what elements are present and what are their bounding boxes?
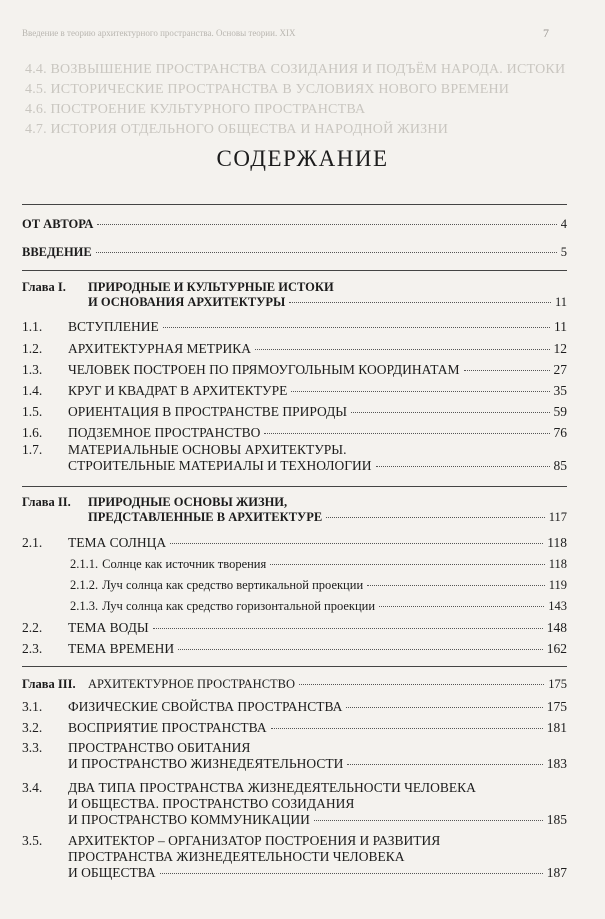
subsection-title: Луч солнца как средство вертикальной проекции xyxy=(102,578,364,592)
subsection-title: Луч солнца как средство горизонтальной проекции xyxy=(102,599,376,613)
dot-leader xyxy=(347,764,542,765)
toc-chapter-1[interactable] xyxy=(22,280,567,310)
section-title: ФИЗИЧЕСКИЕ СВОЙСТВА ПРОСТРАНСТВА xyxy=(68,699,343,714)
toc-page-number: 35 xyxy=(553,383,567,398)
dot-leader xyxy=(264,433,549,434)
subsection-number: 2.1.3. xyxy=(70,599,99,613)
chapter-title-line: ПРИРОДНЫЕ ОСНОВЫ ЖИЗНИ, xyxy=(88,495,288,509)
dot-leader xyxy=(351,412,549,413)
toc-page-number: 118 xyxy=(548,557,567,571)
dot-leader xyxy=(376,466,550,467)
toc-page-number: 5 xyxy=(560,245,567,259)
dot-leader xyxy=(270,564,544,565)
divider xyxy=(22,270,567,271)
section-title-line: СТРОИТЕЛЬНЫЕ МАТЕРИАЛЫ И ТЕХНОЛОГИИ xyxy=(68,458,372,473)
toc-page-number: 4 xyxy=(560,217,567,231)
dot-leader xyxy=(163,327,550,328)
section-title: ТЕМА СОЛНЦА xyxy=(68,535,167,550)
section-number: 3.2. xyxy=(22,720,43,735)
toc-section-2-3[interactable] xyxy=(22,641,567,657)
section-number: 3.4. xyxy=(22,780,43,795)
toc-chapter-2[interactable] xyxy=(22,495,567,525)
toc-page-number: 162 xyxy=(546,641,567,656)
dot-leader xyxy=(464,370,550,371)
section-number: 2.1. xyxy=(22,535,43,550)
section-number: 1.7. xyxy=(22,442,43,457)
dot-leader xyxy=(170,543,543,544)
toc-page-number: 183 xyxy=(546,756,567,771)
toc-page-number: 117 xyxy=(548,510,567,524)
section-number: 2.2. xyxy=(22,620,43,635)
running-head: Введение в теорию архитектурного пространства. Основы теории. XIX xyxy=(22,28,296,38)
section-title-line: И ОБЩЕСТВА xyxy=(68,865,156,880)
dot-leader xyxy=(97,224,556,225)
bleed-through-line: 4.4. ВОЗВЫШЕНИЕ ПРОСТРАНСТВА СОЗИДАНИЯ И ПОДЪЁМ НАРОДА. ИСТОКИ xyxy=(25,62,566,77)
toc-page-number: 59 xyxy=(553,404,567,419)
toc-section-3-4[interactable] xyxy=(22,780,567,828)
section-number: 2.3. xyxy=(22,641,43,656)
toc-page-number: 76 xyxy=(553,425,567,440)
section-number: 1.6. xyxy=(22,425,43,440)
dot-leader xyxy=(289,302,551,303)
dot-leader xyxy=(271,728,543,729)
toc-section-3-5[interactable] xyxy=(22,833,567,881)
subsection-title: Солнце как источник творения xyxy=(102,557,267,571)
section-title: ТЕМА ВРЕМЕНИ xyxy=(68,641,175,656)
dot-leader xyxy=(96,252,557,253)
subsection-number: 2.1.2. xyxy=(70,578,99,592)
chapter-title-line: ПРЕДСТАВЛЕННЫЕ В АРХИТЕКТУРЕ xyxy=(88,510,323,524)
section-number: 3.5. xyxy=(22,833,43,848)
dot-leader xyxy=(314,820,543,821)
toc-page-number: 118 xyxy=(547,535,567,550)
toc-section-2-2[interactable] xyxy=(22,620,567,636)
section-number: 1.3. xyxy=(22,362,43,377)
chapter-title-line: ПРИРОДНЫЕ И КУЛЬТУРНЫЕ ИСТОКИ xyxy=(88,280,334,294)
section-title-line: И ПРОСТРАНСТВО ЖИЗНЕДЕЯТЕЛЬНОСТИ xyxy=(68,756,344,771)
toc-section-1-3[interactable] xyxy=(22,362,567,378)
section-title-line: ПРОСТРАНСТВА ЖИЗНЕДЕЯТЕЛЬНОСТИ ЧЕЛОВЕКА xyxy=(68,849,405,864)
dot-leader xyxy=(178,649,543,650)
dot-leader xyxy=(326,517,545,518)
section-title-line: ПРОСТРАНСТВО ОБИТАНИЯ xyxy=(68,740,251,755)
toc-entry-intro[interactable] xyxy=(22,245,567,260)
section-title-line: МАТЕРИАЛЬНЫЕ ОСНОВЫ АРХИТЕКТУРЫ. xyxy=(68,442,347,457)
toc-page-number: 27 xyxy=(553,362,567,377)
toc-page-number: 119 xyxy=(548,578,567,592)
toc-subsection-2-1-3[interactable] xyxy=(22,599,567,614)
subsection-number: 2.1.1. xyxy=(70,557,99,571)
section-title: ЧЕЛОВЕК ПОСТРОЕН ПО ПРЯМОУГОЛЬНЫМ КООРДИНАТАМ xyxy=(68,362,460,377)
dot-leader xyxy=(153,628,543,629)
section-number: 3.1. xyxy=(22,699,43,714)
dot-leader xyxy=(255,349,550,350)
section-number: 1.5. xyxy=(22,404,43,419)
page-title: СОДЕРЖАНИЕ xyxy=(216,146,389,171)
section-number: 1.1. xyxy=(22,319,43,334)
section-title: ПОДЗЕМНОЕ ПРОСТРАНСТВО xyxy=(68,425,261,440)
dot-leader xyxy=(346,707,542,708)
dot-leader xyxy=(367,585,545,586)
toc-page-number: 175 xyxy=(548,677,567,691)
bleed-through-line: 4.6. ПОСТРОЕНИЕ КУЛЬТУРНОГО ПРОСТРАНСТВА xyxy=(25,102,366,117)
section-number: 1.4. xyxy=(22,383,43,398)
divider xyxy=(22,486,567,487)
toc-page-number: 143 xyxy=(548,599,567,613)
toc-section-1-4[interactable] xyxy=(22,383,567,399)
toc-entry-title: ОТ АВТОРА xyxy=(22,217,94,231)
toc-section-3-1[interactable] xyxy=(22,699,567,715)
toc-section-3-2[interactable] xyxy=(22,720,567,736)
divider xyxy=(22,666,567,667)
bleed-through-line: 4.7. ИСТОРИЯ ОТДЕЛЬНОГО ОБЩЕСТВА И НАРОДНОЙ ЖИЗНИ xyxy=(25,122,449,137)
section-title: КРУГ И КВАДРАТ В АРХИТЕКТУРЕ xyxy=(68,383,288,398)
toc-section-1-5[interactable] xyxy=(22,404,567,420)
toc-subsection-2-1-1[interactable] xyxy=(22,557,567,572)
section-title: ВОСПРИЯТИЕ ПРОСТРАНСТВА xyxy=(68,720,267,735)
chapter-number: Глава II. xyxy=(22,495,71,509)
dot-leader xyxy=(291,391,549,392)
toc-section-1-6[interactable] xyxy=(22,425,567,441)
section-title: ВСТУПЛЕНИЕ xyxy=(68,319,159,334)
dot-leader xyxy=(299,684,544,685)
toc-page-number: 181 xyxy=(546,720,567,735)
dot-leader xyxy=(379,606,544,607)
bleed-through-line: 4.5. ИСТОРИЧЕСКИЕ ПРОСТРАНСТВА В УСЛОВИЯХ НОВОГО ВРЕМЕНИ xyxy=(25,82,510,97)
toc-page-number: 85 xyxy=(553,458,567,473)
toc-entry-title: ВВЕДЕНИЕ xyxy=(22,245,92,259)
toc-entry-author[interactable] xyxy=(22,217,567,232)
toc-page-number: 148 xyxy=(546,620,567,635)
toc-page-number: 11 xyxy=(554,319,567,334)
section-title: АРХИТЕКТУРНАЯ МЕТРИКА xyxy=(68,341,251,356)
toc-page-number: 175 xyxy=(546,699,567,714)
toc-page-number: 12 xyxy=(553,341,567,356)
dot-leader xyxy=(160,873,543,874)
section-title-line: ДВА ТИПА ПРОСТРАНСТВА ЖИЗНЕДЕЯТЕЛЬНОСТИ ЧЕЛОВЕКА xyxy=(68,780,476,795)
toc-section-1-1[interactable] xyxy=(22,319,567,335)
section-number: 3.3. xyxy=(22,740,43,755)
section-title: ТЕМА ВОДЫ xyxy=(68,620,149,635)
toc-section-1-7[interactable] xyxy=(22,442,567,474)
chapter-title: АРХИТЕКТУРНОЕ ПРОСТРАНСТВО xyxy=(88,677,296,691)
chapter-number: Глава I. xyxy=(22,280,66,294)
section-title-line: АРХИТЕКТОР – ОРГАНИЗАТОР ПОСТРОЕНИЯ И РАЗВИТИЯ xyxy=(68,833,441,848)
divider xyxy=(22,204,567,205)
toc-section-3-3[interactable] xyxy=(22,740,567,772)
section-title: ОРИЕНТАЦИЯ В ПРОСТРАНСТВЕ ПРИРОДЫ xyxy=(68,404,348,419)
toc-page-number: 11 xyxy=(554,295,567,309)
toc-page-number: 187 xyxy=(546,865,567,880)
section-title-line: И ОБЩЕСТВА. ПРОСТРАНСТВО СОЗИДАНИЯ xyxy=(68,796,355,811)
toc-section-1-2[interactable] xyxy=(22,341,567,357)
toc-subsection-2-1-2[interactable] xyxy=(22,578,567,593)
page-number: 7 xyxy=(543,26,549,40)
toc-section-2-1[interactable] xyxy=(22,535,567,551)
chapter-number: Глава III. xyxy=(22,677,76,691)
toc-page-number: 185 xyxy=(546,812,567,827)
section-number: 1.2. xyxy=(22,341,43,356)
toc-chapter-3[interactable] xyxy=(22,677,567,692)
chapter-title-line: И ОСНОВАНИЯ АРХИТЕКТУРЫ xyxy=(88,295,286,309)
section-title-line: И ПРОСТРАНСТВО КОММУНИКАЦИИ xyxy=(68,812,310,827)
